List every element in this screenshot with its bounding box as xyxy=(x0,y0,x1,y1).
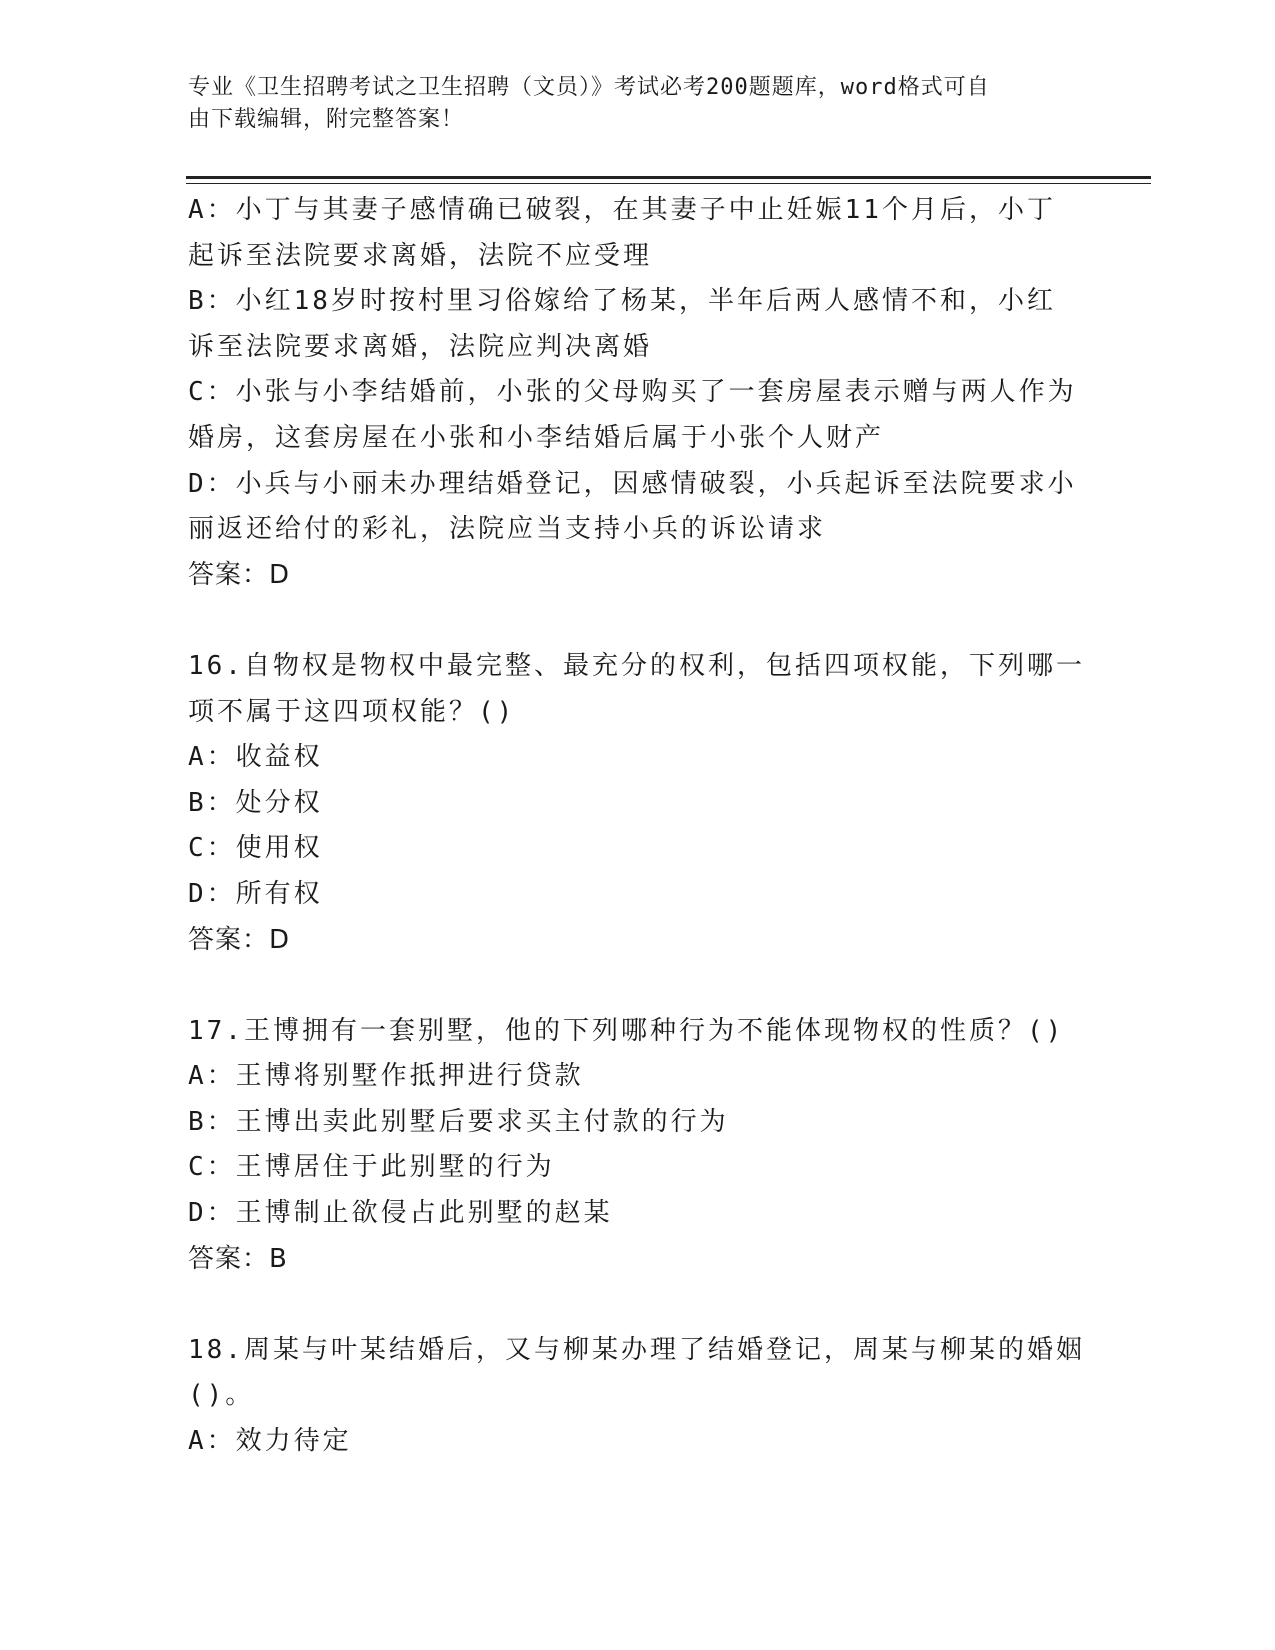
option-b-line-2: 诉至法院要求离婚，法院应判决离婚 xyxy=(188,331,653,362)
question-list xyxy=(188,188,1088,1465)
question-stem-line-1: 16.自物权是物权中最完整、最充分的权利，包括四项权能，下列哪一 xyxy=(188,650,1085,681)
header-line-1: 专业《卫生招聘考试之卫生招聘（文员）》考试必考200题题库，word格式可自 xyxy=(188,75,990,100)
answer: 答案：D xyxy=(188,924,291,955)
question-18 xyxy=(188,1328,1088,1465)
question-16 xyxy=(188,644,1088,963)
option-c: C：使用权 xyxy=(188,833,323,864)
option-c-line-2: 婚房，这套房屋在小张和小李结婚后属于小张个人财产 xyxy=(188,422,885,453)
option-d: D：王博制止欲侵占此别墅的赵某 xyxy=(188,1198,613,1229)
question-stem-line-1: 18.周某与叶某结婚后，又与柳某办理了结婚登记，周某与柳某的婚姻 xyxy=(188,1334,1085,1365)
header-line-2: 由下载编辑，附完整答案！ xyxy=(188,107,465,132)
option-c-line-1: C：小张与小李结婚前，小张的父母购买了一套房屋表示赠与两人作为 xyxy=(188,377,1077,408)
option-a-line-1: A：小丁与其妻子感情确已破裂，在其妻子中止妊娠11个月后，小丁 xyxy=(188,195,1056,225)
option-a: A：收益权 xyxy=(188,742,323,773)
option-a-line-2: 起诉至法院要求离婚，法院不应受理 xyxy=(188,240,653,271)
option-b: B：王博出卖此别墅后要求买主付款的行为 xyxy=(188,1106,729,1137)
document-header xyxy=(188,72,1088,136)
option-a: A：效力待定 xyxy=(188,1426,352,1457)
header-divider-thin xyxy=(186,183,1151,184)
option-d: D：所有权 xyxy=(188,878,323,909)
option-a: A：王博将别墅作抵押进行贷款 xyxy=(188,1061,584,1092)
answer: 答案：D xyxy=(188,559,291,590)
option-d-line-1: D：小兵与小丽未办理结婚登记，因感情破裂，小兵起诉至法院要求小 xyxy=(188,468,1077,499)
option-b-line-1: B：小红18岁时按村里习俗嫁给了杨某，半年后两人感情不和，小红 xyxy=(188,286,1056,317)
spacer xyxy=(188,1282,1088,1328)
option-b: B：处分权 xyxy=(188,787,323,818)
header-divider-thick xyxy=(186,176,1151,179)
spacer xyxy=(188,963,1088,1009)
option-c: C：王博居住于此别墅的行为 xyxy=(188,1152,555,1183)
question-stem-line-2: ()。 xyxy=(188,1380,255,1411)
question-stem: 17.王博拥有一套别墅，他的下列哪种行为不能体现物权的性质？() xyxy=(188,1015,1065,1046)
question-15 xyxy=(188,188,1088,598)
spacer xyxy=(188,598,1088,644)
option-d-line-2: 丽返还给付的彩礼，法院应当支持小兵的诉讼请求 xyxy=(188,514,827,545)
question-stem-line-2: 项不属于这四项权能？() xyxy=(188,696,516,727)
question-17 xyxy=(188,1009,1088,1283)
answer: 答案：B xyxy=(188,1243,288,1274)
